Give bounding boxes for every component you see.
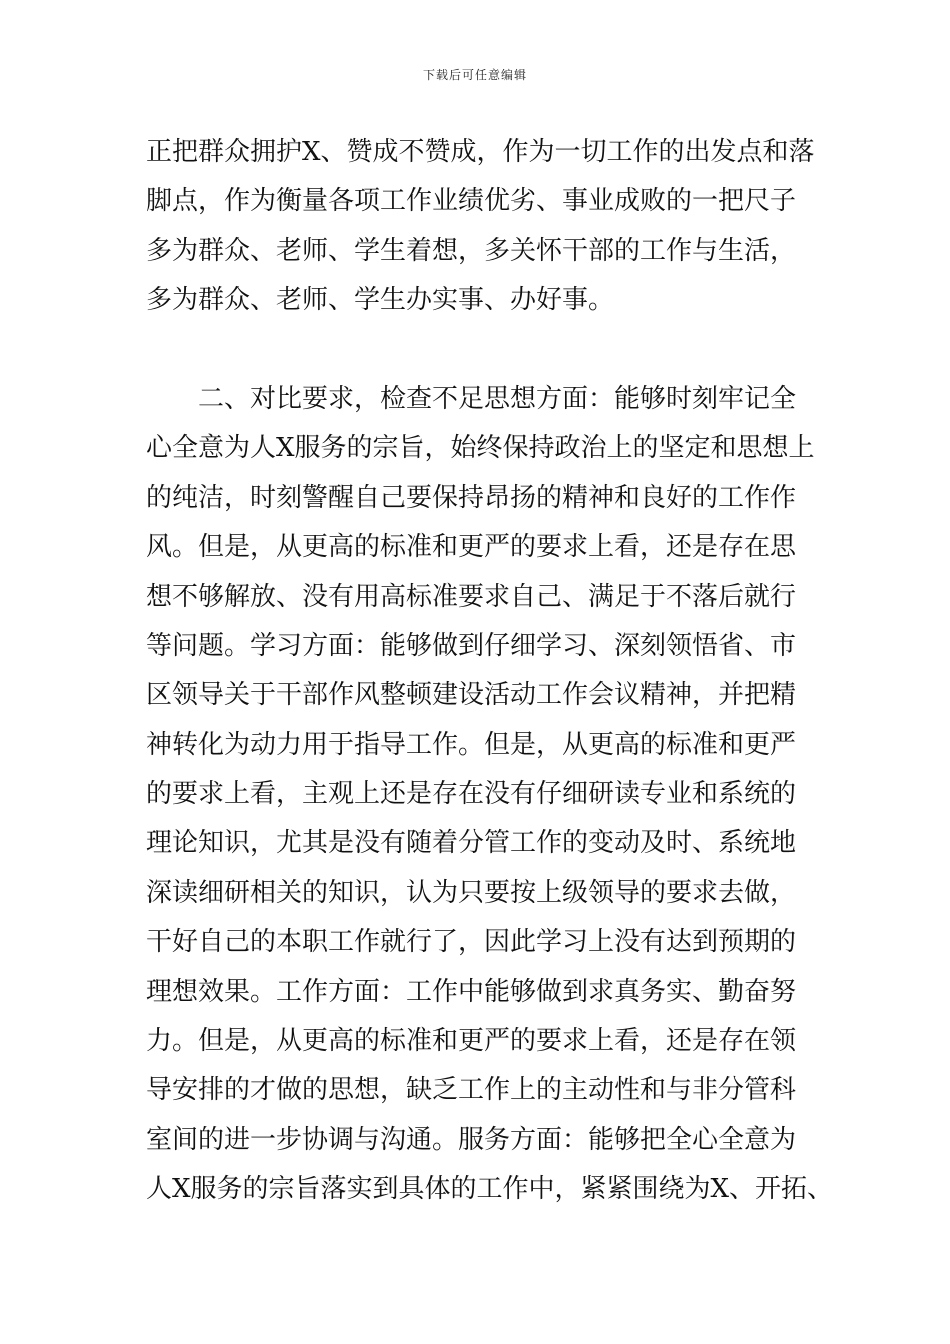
text-line: 多为群众、老师、学生办实事、办好事。 xyxy=(146,285,615,316)
text-line: 区领导关于干部作风整顿建设活动工作会议精神，并把精 xyxy=(146,680,797,711)
text-line: 人X服务的宗旨落实到具体的工作中，紧紧围绕为X、开拓、 xyxy=(146,1174,834,1205)
text-line: 多为群众、老师、学生着想，多关怀干部的工作与生活， xyxy=(146,235,797,266)
text-line: 神转化为动力用于指导工作。但是，从更高的标准和更严 xyxy=(146,729,797,760)
page-header: 下载后可任意编辑 xyxy=(422,68,527,82)
text-line: 正把群众拥护X、赞成不赞成，作为一切工作的出发点和落 xyxy=(146,137,815,167)
text-line: 脚点，作为衡量各项工作业绩优劣、事业成败的一把尺子 xyxy=(146,186,797,217)
document-body xyxy=(146,128,834,1215)
text-line: 的要求上看，主观上还是存在没有仔细研读专业和系统的 xyxy=(146,779,797,810)
text-line: 心全意为人X服务的宗旨，始终保持政治上的坚定和思想上 xyxy=(146,433,815,464)
text-line: 理论知识，尤其是没有随着分管工作的变动及时、系统地 xyxy=(146,828,797,859)
text-line: 力。但是，从更高的标准和更严的要求上看，还是存在领 xyxy=(146,1026,797,1057)
text-line: 导安排的才做的思想，缺乏工作上的主动性和与非分管科 xyxy=(146,1075,797,1106)
text-line: 想不够解放、没有用高标准要求自己、满足于不落后就行 xyxy=(146,581,797,612)
text-line: 理想效果。工作方面：工作中能够做到求真务实、勤奋努 xyxy=(146,976,797,1007)
text-line: 室间的进一步协调与沟通。服务方面：能够把全心全意为 xyxy=(146,1124,797,1155)
text-line: 等问题。学习方面：能够做到仔细学习、深刻领悟省、市 xyxy=(146,630,797,661)
paragraph-gap xyxy=(146,326,826,375)
text-line: 干好自己的本职工作就行了，因此学习上没有达到预期的 xyxy=(146,927,797,958)
text-line: 的纯洁，时刻警醒自己要保持昂扬的精神和良好的工作作 xyxy=(146,482,797,513)
text-line: 二、对比要求，检查不足思想方面：能够时刻牢记全 xyxy=(146,383,797,414)
text-line: 风。但是，从更高的标准和更严的要求上看，还是存在思 xyxy=(146,532,797,563)
text-line: 深读细研相关的知识，认为只要按上级领导的要求去做， xyxy=(146,877,797,908)
paragraph-1 xyxy=(146,128,826,326)
paragraph-2 xyxy=(146,375,834,1215)
